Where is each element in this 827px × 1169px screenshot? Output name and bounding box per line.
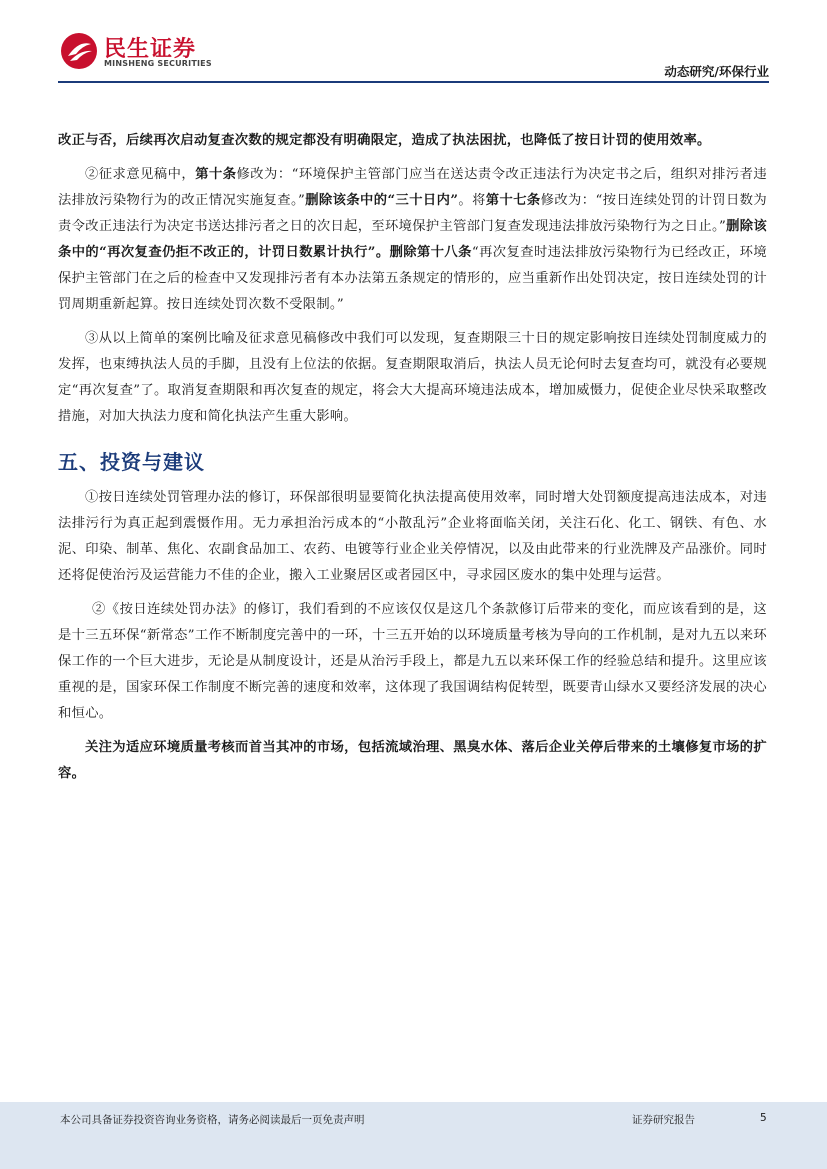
page-header — [0, 0, 827, 90]
logo-english-name: MINSHENG SECURITIES — [104, 59, 212, 68]
p2-delete-clause-2: 删除该条中的“再次复查仍拒不改正的，计罚日数累计执行”。删除第十八条 — [58, 219, 767, 260]
paragraph-2 — [58, 162, 767, 318]
section-title: 五、投资与建议 — [58, 450, 205, 474]
p2-delete-clause-1: 删除该条中的“三十日内” — [305, 193, 459, 208]
paragraph-6: 关注为适应环境质量考核而首当其冲的市场，包括流域治理、黑臭水体、落后企业关停后带来的土壤修复市场的扩容。 — [58, 740, 767, 781]
paragraph-1: 改正与否，后续再次启动复查次数的规定都没有明确限定，造成了执法困扰，也降低了按日计罚的使用效率。 — [58, 133, 711, 148]
p2-article-10: 第十条 — [195, 167, 237, 182]
document-category: 动态研究/环保行业 — [664, 64, 769, 79]
paragraph-5: ②《按日连续处罚办法》的修订，我们看到的不应该仅仅是这几个条款修订后带来的变化，而应该看到的是，这是十三五环保“新常态”工作不断制度完善中的一环，十三五开始的以环境质量考核为导向的工作机制，是对九五以来环保工作的一个巨大进步，无论是从制度设计，还是从治污手段上，都是九五以来环保工作的经验总结和提升。这里应该重视的是，国家环保工作制度不断完善的速度和效率，这体现了我国调结构促转型，既要青山绿水又要经济发展的决心和恒心。 — [58, 602, 767, 721]
p2-text-a: ②征求意见稿中， — [85, 167, 196, 182]
paragraph-3: ③从以上简单的案例比喻及征求意见稿修改中我们可以发现，复查期限三十日的规定影响按日连续处罚制度威力的发挥，也束缚执法人员的手脚，且没有上位法的依据。复查期限取消后，执法人员无论何时去复查均可，就没有必要规定“再次复查”了。取消复查期限和再次复查的规定，将会大大提高环境违法成本，增加威慑力，促使企业尽快采取整改措施，对加大执法力度和简化执法产生重大影响。 — [58, 331, 767, 424]
company-logo — [60, 32, 210, 72]
minsheng-logo-icon — [60, 32, 98, 70]
p2-article-17: 第十七条 — [485, 193, 541, 208]
logo-chinese-name: 民生证券 — [104, 37, 197, 62]
page-footer — [0, 1102, 827, 1169]
page-number: 5 — [760, 1112, 767, 1124]
p2-text-i: “再次复查时违法排放污染物行为已经改正，环境保护主管部门在之后的检查中又发现排污者有本办法第五条规定的情形的，应当重新作出处罚决定，按日连续处罚的计罚周期重新起算。按日连续处罚次数不受限制。” — [58, 245, 767, 312]
p2-text-e: 。将 — [458, 193, 486, 208]
paragraph-4: ①按日连续处罚管理办法的修订，环保部很明显要简化执法提高使用效率，同时增大处罚额度提高违法成本，对违法排污行为真正起到震慑作用。无力承担治污成本的“小散乱污”企业将面临关闭，关注石化、化工、钢铁、有色、水泥、印染、制革、焦化、农副食品加工、农药、电镀等行业企业关停情况，以及由此带来的行业洗牌及产品涨价。同时还将促使治污及运营能力不佳的企业，搬入工业聚居区或者园区中，寻求园区废水的集中处理与运营。 — [58, 490, 767, 583]
p2-text-g: 修改为：“按日连续处罚的计罚日数为责令改正违法行为决定书送达排污者之日的次日起，至环境保护主管部门复查发现违法排放污染物行为之日止。” — [58, 193, 767, 234]
footer-disclaimer: 本公司具备证券投资咨询业务资格，请务必阅读最后一页免责声明 — [60, 1114, 365, 1126]
footer-report-type: 证券研究报告 — [632, 1114, 695, 1126]
header-divider — [58, 81, 769, 83]
p2-text-c: 修改为：“环境保护主管部门应当在送达责令改正违法行为决定书之后，组织对排污者违法排放污染物行为的改正情况实施复查。” — [58, 167, 767, 208]
page-content — [58, 128, 767, 795]
